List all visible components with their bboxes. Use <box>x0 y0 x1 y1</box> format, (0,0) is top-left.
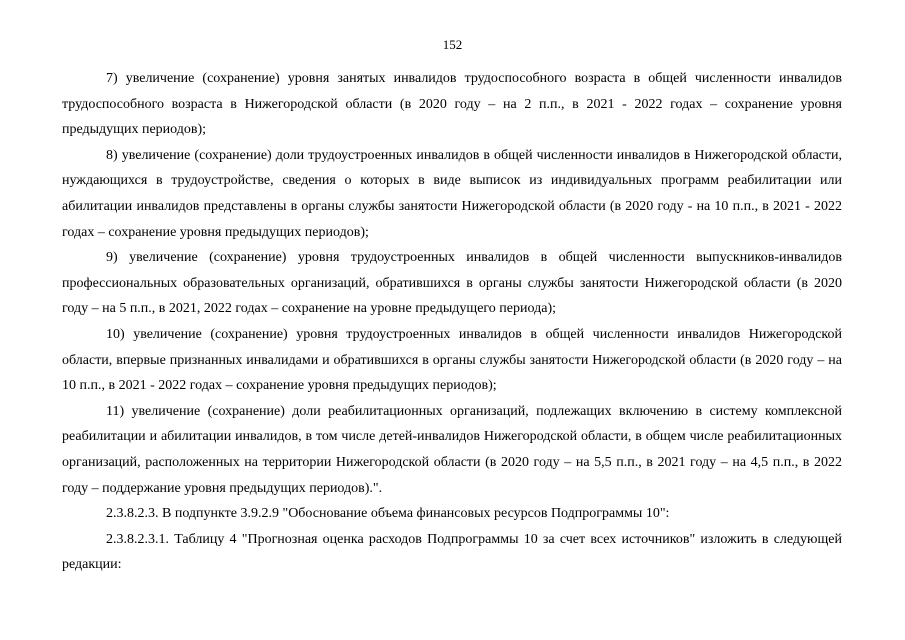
paragraph-item-11: 11) увеличение (сохранение) доли реабилитационных организаций, подлежащих включению в систему комплексной реабилитации и абилитации инвалидов, в том числе детей-инвалидов Нижегородской области, в общем числе реабилитационных организаций, расположенных на территории Нижегородской области (в 2020 году – на 5,5 п.п., в 2021 году – на 4,5 п.п., в 2022 году – поддержание уровня предыдущих периодов).". <box>62 403 842 496</box>
page-number: 152 <box>442 37 463 52</box>
document-body <box>62 66 842 578</box>
paragraph-item-10: 10) увеличение (сохранение) уровня трудоустроенных инвалидов в общей численности инвалидов Нижегородской области, впервые признанных инвалидами и обратившихся в органы службы занятости Нижегородской области (в 2020 году – на 10 п.п., в 2021 - 2022 годах – сохранение уровня предыдущих периодов); <box>62 326 842 394</box>
paragraph-item-7: 7) увеличение (сохранение) уровня занятых инвалидов трудоспособного возраста в общей численности инвалидов трудоспособного возраста в Нижегородской области (в 2020 году – на 2 п.п., в 2021 - 2022 годах – сохранение уровня предыдущих периодов); <box>62 71 842 138</box>
paragraph-item-8: 8) увеличение (сохранение) доли трудоустроенных инвалидов в общей численности инвалидов в Нижегородской области, нуждающихся в трудоустройстве, сведения о которых в виде выписок из индивидуальных программ реабилитации или абилитации инвалидов представлены в органы службы занятости Нижегородской области (в 2020 году - на 10 п.п., в 2021 - 2022 годах – сохранение уровня предыдущих периодов); <box>62 147 842 240</box>
paragraph-clause-2-3-8-2-3-1: 2.3.8.2.3.1. Таблицу 4 "Прогнозная оценка расходов Подпрограммы 10 за счет всех источников" изложить в следующей редакции: <box>62 531 842 573</box>
paragraph-item-9: 9) увеличение (сохранение) уровня трудоустроенных инвалидов в общей численности выпускников-инвалидов профессиональных образовательных организаций, обратившихся в органы службы занятости Нижегородской области (в 2020 году – на 5 п.п., в 2021, 2022 годах – сохранение на уровне предыдущего периода); <box>62 250 842 317</box>
paragraph-clause-2-3-8-2-3: 2.3.8.2.3. В подпункте 3.9.2.9 "Обоснование объема финансовых ресурсов Подпрограммы 10": <box>106 506 670 522</box>
